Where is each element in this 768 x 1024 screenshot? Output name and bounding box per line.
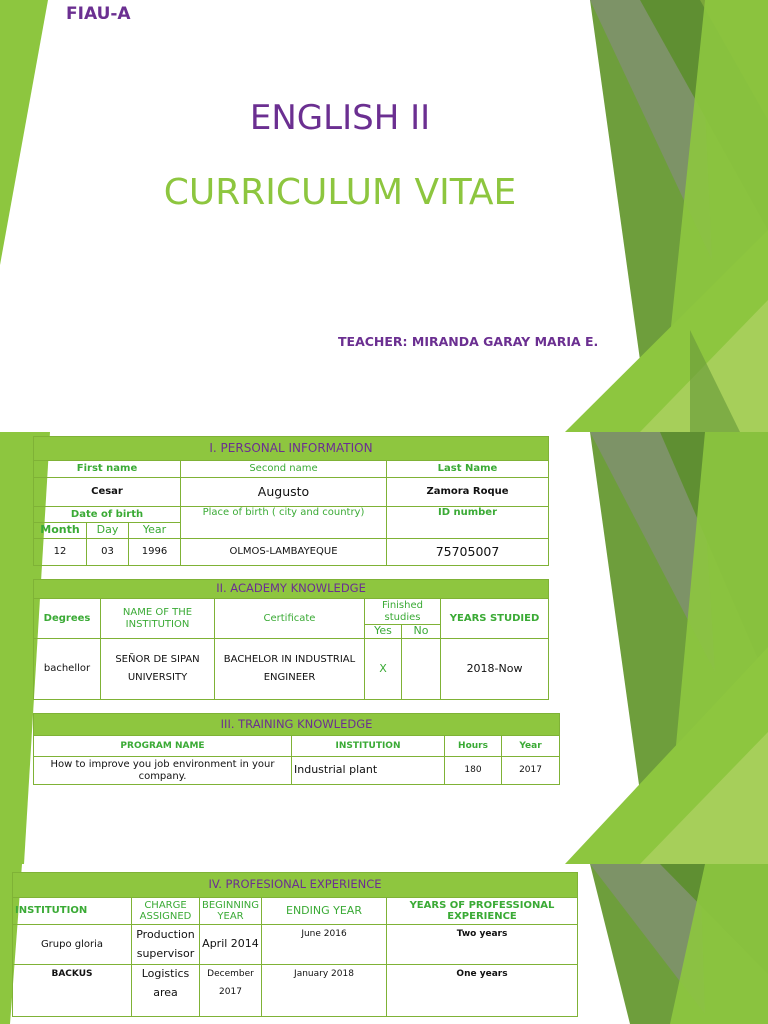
hours-header: Hours [445,736,502,757]
first-name-value: Cesar [34,478,181,507]
second-name-value: Augusto [181,478,387,507]
years-experience-cell: Two years [387,925,578,965]
table-row [13,925,578,965]
years-experience-header: YEARS OF PROFESSIONAL EXPERIENCE [387,898,578,925]
title-slide [0,0,768,432]
beginning-year-cell: December 2017 [200,965,262,1017]
institution-header: INSTITUTION [292,736,445,757]
yes-header: Yes [365,625,402,639]
section-heading: I. PERSONAL INFORMATION [34,437,549,461]
years-cell: 2018-Now [441,639,549,700]
training-table [33,713,560,785]
id-label: ID number [387,507,549,539]
course-title: ENGLISH II [249,98,431,138]
institution-cell: SEÑOR DE SIPAN UNIVERSITY [101,639,215,700]
no-header: No [402,625,441,639]
year-header: Year [502,736,560,757]
first-name-label: First name [34,461,181,478]
teacher-line: TEACHER: MIRANDA GARAY MARIA E. [338,334,599,349]
place-value: OLMOS-LAMBAYEQUE [181,539,387,566]
finished-header: Finished studies [365,599,441,625]
dob-label: Date of birth [34,507,181,523]
ending-year-header: ENDING YEAR [262,898,387,925]
certificate-cell: BACHELOR IN INDUSTRIAL ENGINEER [215,639,365,700]
table-row [13,965,578,1017]
cv-slide [0,432,768,864]
institution-cell: BACKUS [13,965,132,1017]
ending-year-cell: January 2018 [262,965,387,1017]
day-value: 03 [87,539,129,566]
experience-table [12,872,578,1017]
degrees-header: Degrees [34,599,101,639]
charge-header: CHARGE ASSIGNED [132,898,200,925]
charge-cell: Logistics area [132,965,200,1017]
institution-cell: Industrial plant [292,757,445,785]
institution-cell: Grupo gloria [13,925,132,965]
org-label: FIAU-A [66,4,131,24]
yes-cell: X [365,639,402,700]
institution-header: INSTITUTION [13,898,132,925]
table-row [34,639,549,700]
no-cell [402,639,441,700]
degree-cell: bachellor [34,639,101,700]
day-label: Day [87,523,129,539]
year-value: 1996 [129,539,181,566]
section-heading: IV. PROFESIONAL EXPERIENCE [13,873,578,898]
year-cell: 2017 [502,757,560,785]
second-name-label: Second name [181,461,387,478]
hours-cell: 180 [445,757,502,785]
beginning-year-cell: April 2014 [200,925,262,965]
table-row [34,757,560,785]
month-label: Month [34,523,87,539]
beginning-year-header: BEGINNING YEAR [200,898,262,925]
section-heading: III. TRAINING KNOWLEDGE [34,714,560,736]
year-label: Year [129,523,181,539]
last-name-label: Last Name [387,461,549,478]
ending-year-cell: June 2016 [262,925,387,965]
experience-slide [0,864,768,1024]
place-label: Place of birth ( city and country) [181,507,387,539]
years-studied-header: YEARS STUDIED [441,599,549,639]
charge-cell: Production supervisor [132,925,200,965]
personal-info-table [33,436,549,566]
years-experience-cell: One years [387,965,578,1017]
institution-header: NAME OF THE INSTITUTION [101,599,215,639]
section-heading: II. ACADEMY KNOWLEDGE [34,580,549,599]
document-title: CURRICULUM VITAE [163,172,517,213]
program-header: PROGRAM NAME [34,736,292,757]
program-cell: How to improve you job environment in your company. [34,757,292,785]
academy-table [33,579,549,700]
month-value: 12 [34,539,87,566]
green-triangle-decoration [0,0,768,432]
certificate-header: Certificate [215,599,365,639]
id-value: 75705007 [387,539,549,566]
last-name-value: Zamora Roque [387,478,549,507]
